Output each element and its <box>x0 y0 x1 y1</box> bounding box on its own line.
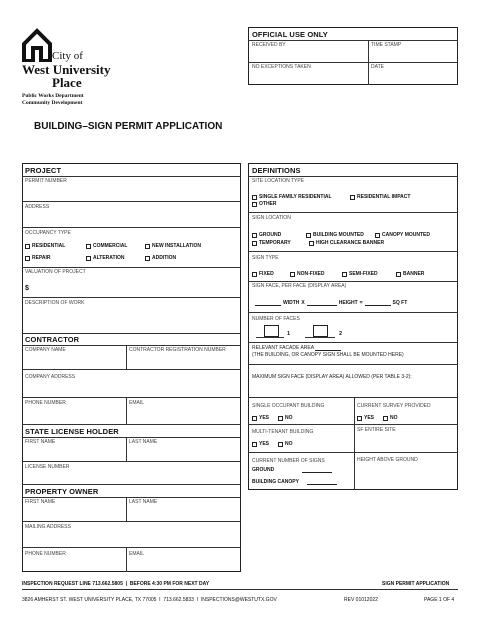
new-installation-checkbox[interactable]: NEW INSTALLATION <box>145 243 201 249</box>
mailing-address-field[interactable]: MAILING ADDRESS <box>25 524 71 530</box>
license-last-name-field[interactable]: LAST NAME <box>129 439 158 445</box>
house-logo-icon <box>22 28 52 62</box>
width-blank[interactable] <box>255 300 281 306</box>
property-owner-title: PROPERTY OWNER <box>25 487 99 496</box>
faces-box-1[interactable] <box>264 325 279 337</box>
site-location-type-label: SITE LOCATION TYPE <box>252 178 305 184</box>
single-occupant-yes-checkbox[interactable]: YES <box>252 415 269 421</box>
canopy-mounted-checkbox[interactable]: CANOPY MOUNTED <box>375 232 430 238</box>
semi-fixed-checkbox[interactable]: SEMI-FIXED <box>342 271 378 277</box>
left-column-frame <box>22 163 241 572</box>
height-blank[interactable] <box>307 300 337 306</box>
form-name-footer: SIGN PERMIT APPLICATION <box>382 581 450 587</box>
sign-type-label: SIGN TYPE <box>252 255 279 261</box>
single-family-residential-checkbox[interactable]: SINGLE FAMILY RESIDENTIAL <box>252 194 332 200</box>
valuation-field[interactable]: VALUATION OF PROJECT <box>25 269 86 275</box>
single-occupant-label: SINGLE OCCUPANT BUILDING <box>252 403 325 409</box>
registration-number-field[interactable]: CONTRACTOR REGISTRATION NUMBER <box>129 347 226 353</box>
survey-yes-checkbox[interactable]: YES <box>357 415 374 421</box>
address-field[interactable]: ADDRESS <box>25 204 50 210</box>
contractor-phone-field[interactable]: PHONE NUMBER <box>25 400 66 406</box>
sf-entire-site-field[interactable]: SF ENTIRE SITE <box>357 427 396 433</box>
faces-option-1: 1 <box>287 331 291 337</box>
relevant-facade-field[interactable]: RELEVANT FACADE AREA <box>252 345 341 351</box>
commercial-checkbox[interactable]: COMMERCIAL <box>86 243 127 249</box>
banner-checkbox[interactable]: BANNER <box>396 271 424 277</box>
current-survey-label: CURRENT SURVEY PROVIDED <box>357 403 431 409</box>
sign-location-label: SIGN LOCATION <box>252 215 291 221</box>
sign-face-label: SIGN FACE, PER FACE (DISPLAY AREA) <box>252 283 347 289</box>
license-number-field[interactable]: LICENSE NUMBER <box>25 464 70 470</box>
multi-tenant-yes-checkbox[interactable]: YES <box>252 441 269 447</box>
logo-place: Place <box>52 75 82 90</box>
inspection-request-line: INSPECTION REQUEST LINE 713.662.5805 | BEFORE 4:30 PM FOR NEXT DAY <box>22 581 210 587</box>
page-number: PAGE 1 OF 4 <box>424 597 455 603</box>
non-fixed-checkbox[interactable]: NON-FIXED <box>290 271 325 277</box>
state-license-title: STATE LICENSE HOLDER <box>25 427 119 436</box>
company-address-field[interactable]: COMPANY ADDRESS <box>25 374 76 380</box>
owner-email-field[interactable]: EMAIL <box>129 551 145 557</box>
sign-face-dimensions[interactable]: WIDTH X HEIGHT = SQ FT <box>255 300 407 306</box>
single-occupant-no-checkbox[interactable]: NO <box>278 415 293 421</box>
sqft-blank[interactable] <box>365 300 391 306</box>
height-above-ground-field[interactable]: HEIGHT ABOVE GROUND <box>357 457 418 463</box>
high-clearance-banner-checkbox[interactable]: HIGH CLEARANCE BANNER <box>309 240 384 246</box>
definitions-title: DEFINITIONS <box>252 166 301 175</box>
date-field[interactable]: DATE <box>371 64 384 70</box>
survey-no-checkbox[interactable]: NO <box>383 415 398 421</box>
repair-checkbox[interactable]: REPAIR <box>25 255 51 261</box>
ground-checkbox[interactable]: GROUND <box>252 232 281 238</box>
received-by-field[interactable]: RECEIVED BY <box>252 42 286 48</box>
building-mounted-checkbox[interactable]: BUILDING MOUNTED <box>306 232 364 238</box>
permit-number-field[interactable]: PERMIT NUMBER <box>25 178 67 184</box>
building-canopy-signs-field[interactable]: BUILDING CANOPY <box>252 479 337 485</box>
city-contact-footer: 3826 AMHERST ST. WEST UNIVERSITY PLACE, TX 77005 I 713.662.5833 I INSPECTIONS@WESTUTX.GOV <box>22 597 277 603</box>
addition-checkbox[interactable]: ADDITION <box>145 255 176 261</box>
dept-community-development: Community Development <box>22 100 83 106</box>
occupancy-type-label: OCCUPANCY TYPE <box>25 230 71 236</box>
residential-impact-checkbox[interactable]: RESIDENTIAL IMPACT <box>350 194 410 200</box>
no-exceptions-field[interactable]: NO EXCEPTIONS TAKEN <box>252 64 311 70</box>
license-first-name-field[interactable]: FIRST NAME <box>25 439 56 445</box>
revision-number: REV 01012022 <box>344 597 378 603</box>
logo-west-university: West University <box>22 62 111 77</box>
temporary-checkbox[interactable]: TEMPORARY <box>252 240 291 246</box>
current-signs-label: CURRENT NUMBER OF SIGNS <box>252 458 325 464</box>
owner-first-name-field[interactable]: FIRST NAME <box>25 499 56 505</box>
facade-note: (THE BUILDING, OR CANOPY SIGN SHALL BE MOUNTED HERE) <box>252 352 404 358</box>
contractor-title: CONTRACTOR <box>25 335 80 344</box>
ground-signs-field[interactable]: GROUND <box>252 467 332 473</box>
owner-phone-field[interactable]: PHONE NUMBER <box>25 551 66 557</box>
company-name-field[interactable]: COMPANY NAME <box>25 347 66 353</box>
dept-public-works: Public Works Department <box>22 93 84 99</box>
faces-box-2[interactable] <box>313 325 328 337</box>
logo-city-of: City of <box>52 50 83 62</box>
owner-last-name-field[interactable]: LAST NAME <box>129 499 158 505</box>
dollar-sign: $ <box>25 285 29 292</box>
fixed-checkbox[interactable]: FIXED <box>252 271 274 277</box>
project-title: PROJECT <box>25 166 62 175</box>
time-stamp-field[interactable]: TIME STAMP <box>371 42 402 48</box>
residential-checkbox[interactable]: RESIDENTIAL <box>25 243 65 249</box>
max-sign-face-field[interactable]: MAXIMUM SIGN FACE (DISPLAY AREA) ALLOWED (PER TABLE 3-2): <box>252 374 412 380</box>
multi-tenant-no-checkbox[interactable]: NO <box>278 441 293 447</box>
faces-option-2: 2 <box>339 331 343 337</box>
multi-tenant-label: MULTI-TENANT BUILDING <box>252 429 314 435</box>
alteration-checkbox[interactable]: ALTERATION <box>86 255 124 261</box>
number-of-faces-label: NUMBER OF FACES <box>252 316 300 322</box>
contractor-email-field[interactable]: EMAIL <box>129 400 145 406</box>
other-checkbox[interactable]: OTHER <box>252 201 277 207</box>
official-use-title: OFFICIAL USE ONLY <box>252 30 328 39</box>
description-field[interactable]: DESCRIPTION OF WORK <box>25 300 85 306</box>
page-title: BUILDING–SIGN PERMIT APPLICATION <box>34 121 223 132</box>
